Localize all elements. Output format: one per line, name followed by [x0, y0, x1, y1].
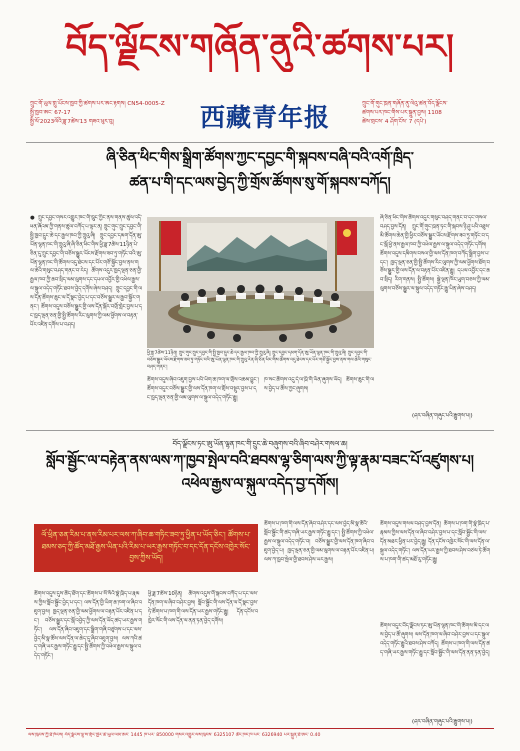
- pub-info-line: ཚེས་གྲངས་ 4 ཤོག་ངོས་ 7 (དཔེ་): [362, 119, 427, 125]
- article2-credit: (ཤར་བཞིན་གཞུང་པའི་རྒྱུགས་པ།): [412, 719, 473, 725]
- publication-info-row: [30, 96, 492, 140]
- footer-info: ལས་ཁུངས་ཀྱི་ཐོ་ཁོངས། བོད་ལྗོངས་ལྷ་ས་གྲོང་ཁྱེར་ཆེ་ཡུལ་ལམ་ཨང་ 1445 ཁ་པར་ 850000 གསར་འགྱུར་ལས་ཁུངས་ 6325107 ཚོང་ཁང་ཁ་པར་ 6326940 པར་སྐྲུན་ཐོ་ཨང་ 0.40: [28, 733, 321, 738]
- article2-column-3: ཚོགས་པ་ཁག་གི་ལས་དོན་ཞིབ་བཤེར་དང་ལས་བྱེད་མི་སྣ་ཚོའི་སློབ་སྦྱོང་གི་ཚད་གཞི་ཡར་རྒྱས་གཏོང་རྒྱུ་དང་། སྤྱི་ཚོགས་ཀྱི་འཕེལ་རྒྱས་ལ་སྐུལ་འདེད་གཏོང་བ། བཅོས་སྒྱུར་གྱི་ལས་དོན་ཁག་ཞིབ་འཇུག་བྱེད་པ། ཁྱད་ལྡན་ཅན་གྱི་ལམ་ལུགས་ལ་བརྟན་པོར་འཛིན་པ། ལས་ཀ་ཁྱབ་སྤེལ་གྱི་ཐབས་ཤེས་ཡར་རྒྱས།: [264, 521, 374, 563]
- article1-column-4: ཞི་ཅིན་ཕིང་གིས་ཚོགས་འདུར་གསུང་བཤད་གནང་བ་དང་གསལ་བཤད་བྱས་དོན། ཀྲུང་གོ་གུང་ཁྲན་ཏང་གི་སྐབས་ཉི་ཤུ་པའི་འཐུས་མི་ཚོགས་ཆེན་གྱི་ཕྱིར་བཅོས་སྒྱུར་ཡོངས་རྫོགས་ཟབ་ཏུ་གཏོང་བ་དང་སྒོ་ཕྱེ་ནས་རྒྱལ་ཁབ་ཀྱི་འཕེལ་རྒྱས་ལ་སྐུལ་འདེད་གཏོང་དགོས། ཚོགས་འདུས་དམིགས་བསལ་གྱི་ལས་དོན་ཁག་བཀོད་སྒྲིག་བྱས་པ་དང་། ཁྱད་ལྡན་ཅན་གྱི་སྤྱི་ཚོགས་རིང་ལུགས་ཀྱི་ལམ་ཕྱོགས་ཐོག་བཅོས་སྒྱུར་གྱི་ལས་དོན་ལ་བརྟན་པོར་འཛིན་རྒྱུ། དཔལ་འབྱོར་དང་ཆབ་སྲིད། རིག་གནས། སྤྱི་ཚོགས། སྐྱེ་ལྡན་ཁོར་ཡུག་བཅས་ཀྱི་ལམ་ལུགས་བཅོས་སྒྱུར་ལ་སྐུལ་འདེད་གཏོང་རྒྱུ་ཡིན་ཞེས་བཤད།: [380, 215, 490, 293]
- meeting-photo: [147, 217, 374, 348]
- second-headline-kicker: བོད་ལྗོངས་ཏང་ཨུ་ཡོན་ལྷན་ཁང་གི་དྲུང་ཆེ་བཞུགས་བའི་ཞིབ་བཤེར་གསལ་ཆ།: [172, 440, 348, 448]
- footer-rule: [26, 728, 494, 729]
- article1-under-photo-2: ཁ་སང་ཚོགས་འདུ་དེ་ལ་ཁྲི་གོ་ཡོན་ཞུགས་ཡོད། ཚོགས་ཆུང་གི་ལས་བྱེད་པ་ཚོས་ཀྱང་ཞུགས།: [264, 377, 374, 392]
- article1-credit: (ཤར་བཞིན་གཞུང་པའི་རྒྱུགས་པ།): [412, 413, 473, 419]
- article2-column-5: ཚོགས་འདུར་བོད་ལྗོངས་ཏང་ཨུ་ཡོན་ལྷན་ཁང་གི་ཚོགས་མི་དང་ལས་བྱེད་པ་ཚོ་ཞུགས། ལས་དོན་ཁག་ལ་ཞིབ་བཤེར་བྱས་པ་དང་སྐུལ་འདེད་གཏོང་རྒྱུའི་ཐབས་ཤེས་བཀོད། ཚོགས་པ་ཁག་གི་ལས་དོན་ཚད་གཞི་ཡར་རྒྱས་གཏོང་རྒྱུ་དང་སློབ་སྦྱོང་གི་ལས་དོན་ནན་ཏན་བྱེད།: [380, 623, 490, 656]
- pub-info-line: ཚགས་པར་ཁང་གིས་པར་སྐྲུན་བྱས། 1108: [362, 110, 442, 116]
- pub-info-line: ཀྲུང་གོ་ཡུལ་གྲུ་ཡོངས་ཁྱབ་ཀྱི་ཚགས་པར་ཨང་རྟགས། CN54-0005-Z: [30, 101, 165, 107]
- second-headline-line: སློབ་སྦྱོང་ལ་བརྟེན་ནས་ལས་ཀ་ཁྱབ་སྤེལ་བའི་ཐབས་ལྷ་ཅིག་ལས་ཀྱི་ལྟ་རྣམ་བཟང་པོ་འཛུགས་པ།: [46, 453, 474, 469]
- publication-info-right: [362, 100, 492, 127]
- masthead-tibetan-title: བོད་ལྗོངས་གཞོན་ནུའི་ཚགས་པར།: [65, 27, 455, 67]
- masthead-rule: [26, 142, 494, 143]
- article2-column-1: ཚོགས་འདུས་དུས་ཚོད་ཐོག་དང་ཚོགས་པ་སོ་སོའི་སྣེ་ཁྲིད་པ་རྣམས་ཀྱིས་སློབ་སྦྱོང་བྱེད་པ་དང་། ལས་དོན་གྱི་ཡིག་ཆ་ཁག་ལ་ཞིབ་འཇུག་བྱས། ཁྱད་ལྡན་ཅན་གྱི་ལམ་ཕྱོགས་ལ་བརྟན་པོར་འཛིན་པ་དང་། བཅོས་སྒྱུར་དང་སྒོ་འབྱེད་ཀྱི་ལས་དོན་ཡོད་ཚད་ཡར་རྒྱས་གཏོང་། ལས་དོན་ཞིབ་འཇུག་དང་སྒྲིག་གཞི་བཙུགས་པ་དང་ལས་བྱེད་མི་སྣ་ཚོས་ལས་དོན་ལ་ཆེད་དུ་ཞིབ་འཇུག་བྱས། ལས་ཀའི་ཚད་གཞི་ཡར་རྒྱས་གཏོང་རྒྱུ་དང་སྤྱི་ཚོགས་ཀྱི་འཕེལ་རྒྱས་ལ་སྐུལ་འདེད་གཏོང་།: [34, 591, 142, 660]
- lead-headline-line: ཞི་ཅིན་ཕིང་གིས་སྒྲིག་ཚོགས་ཀྱང་དབྱང་གི་སྐབས་བཞི་བའི་འགོ་ཁྲིད་: [106, 150, 414, 166]
- lead-headline-line: ཚན་པ་གི་དང་ལས་བྱེད་ཀྱི་གྲོས་ཚོགས་སུ་གོ་སྐབས་བཀོད།: [129, 175, 391, 191]
- second-headline: [34, 450, 486, 496]
- article1-under-photo-1: ཚོགས་འདུས་ཞིབ་འཇུག་བྱས་པའི་ཡིག་ཆ་ཁག་ལ་གྲོས་འཆམ་བྱུང་། ཚོགས་འདུར་བཅོས་སྒྱུར་གྱི་ལས་དོན་ཁག་ལ་གྲོས་བསྡུར་བྱས་པ་དང་ཁྱད་ལྡན་ཅན་གྱི་ལམ་ལུགས་ལ་སྐུལ་འདེད་གཏོང་རྒྱུ།: [147, 377, 259, 401]
- second-headline-line: འཕེལ་རྒྱས་ལ་སྐུལ་འདེད་བྱ་དགོས།: [181, 476, 339, 492]
- pub-info-line: སྤྱི་ལོ་2023ལོའི་ཟླ་7ཚེས་13 གཟའ་ཕུར་བུ།: [30, 119, 114, 125]
- article2-column-4: ཚོགས་འདུས་གསལ་བཤད་བྱས་དོན། ཚོགས་པ་ཁག་གི་སྣེ་ཁྲིད་པ་རྣམས་ཀྱིས་ལས་དོན་ལ་ཞིབ་བཤེར་བྱས་པ་དང་སློབ་སྦྱོང་གི་ལས་དོན་མཐར་ཕྱིན་པར་བྱེད་རྒྱུ། དོན་དངོས་འཁྱེར་སོང་གི་ལས་དོན་ལ་སྐུལ་འདེད་གཏོང་། ལས་དོན་ཡར་རྒྱས་ཀྱི་ཐབས་ཤེས་བཙལ་ཏེ་ཚོགས་པ་ཁག་གི་ཚད་མཐོ་རུ་གཏོང་རྒྱུ།: [380, 521, 490, 563]
- article1-column-1: ● ཀྲུང་དབྱང་གསར་འགྱུར་ཁང་གི་ཁྲུང་ཀྱིང་ནས་གནས་ཚུལ་འདི་ཕན་ཞོའམ་ཀྱི་གནས་ཚུལ་བཀོད་པ་ལྟར་ན། ཀྲུང་གུང་ཀྲུང་དབྱང་གི་སྤྱི་ཁྱབ་དྲུང་ཆེ་དང་རྒྱལ་ཁབ་ཀྱི་ཀྲུའུ་ཞི། ཀྲུང་དབྱང་དམག་དོན་ཨུ་ཡོན་ལྷན་ཁང་གི་ཀྲུའུ་ཞི་ཞི་ཅིན་ཕིང་གིས་ཕྱི་ཟླ་7ཚེས་11ཉིན་པེ་ཅིན་དུ་ཀྲུང་དབྱང་གི་བཅོས་སྒྱུར་ཡོངས་རྫོགས་ཟབ་ཏུ་གཏོང་བའི་ཨུ་ཡོན་ལྷན་ཁང་གི་ཚོགས་འདུ་ཐེངས་དང་པོར་གཙོ་སྐྱོང་བྱས་ནས་གལ་ཆེའི་གསུང་བཤད་གནང་བ་རེད། ཚོགས་འདུར་ཁྱད་ལྡན་ཅན་གྱི་རྒྱལ་ཁབ་ཀྱི་ཆབ་སྲིད་ལམ་ལུགས་དང་དཔལ་འབྱོར་གྱི་འཕེལ་རྒྱས་ལ་སྐུལ་འདེད་གཏོང་ཐབས་བྱེད་དགོས་ཞེས་བཤད། ཀྲུང་དབྱང་གི་ལས་དོན་ཚོགས་ཆུང་ལ་དོ་སྣང་བྱེད་པ་དང་བཅོས་སྒྱུར་ལ་རྒྱབ་སྐྱོར་གནང་། ཚོགས་འདུས་བཅོས་སྒྱུར་གྱི་ལས་དོན་སྐོར་བགྲོ་གླེང་བྱས་པ་དང་ཁྱད་ལྡན་ཅན་གྱི་སྤྱི་ཚོགས་རིང་ལུགས་ཀྱི་ལམ་ཕྱོགས་ལ་བརྟན་པོར་འཛིན་དགོས་པ་བཤད།: [30, 215, 142, 328]
- article2-column-2: ཕྱི་ཟླ་7ཚེས་10ཉིན། ཚོགས་འདུས་གོ་སྐབས་བཀོད་པ་དང་ལས་དོན་ཁག་ལ་ཞིབ་བཤེར་བྱས། སློབ་སྦྱོང་གི་ལས་དོན་ལ་དོ་སྣང་བྱས་ཏེ་ཚོགས་པ་ཁག་གི་ལས་དོན་ཡར་རྒྱས་གཏོང་རྒྱུ། དོན་དངོས་འཁྱེར་སོང་གི་ལས་དོན་ལ་ནན་ཏན་བྱེད་དགོས།: [148, 591, 258, 624]
- pub-info-line: སྤྱི་ཁྱབ་ཨང་ 67-17: [30, 110, 71, 116]
- section-rule: [26, 430, 494, 431]
- publication-info-left: [30, 100, 180, 127]
- meeting-photo-image: [147, 217, 374, 348]
- photo-caption: ཕྱི་ཟླ་7ཚེས་11ཉིན། ཀྲུང་གུང་ཀྲུང་དབྱང་གི་སྤྱི་ཁྱབ་དྲུང་ཆེ་དང་རྒྱལ་ཁབ་ཀྱི་ཀྲུའུ་ཞི། ཀྲུང་དབྱང་དམག་དོན་ཨུ་ཡོན་ལྷན་ཁང་གི་ཀྲུའུ་ཞི། ཀྲུང་དབྱང་གི་བཅོས་སྒྱུར་ཡོངས་རྫོགས་ཟབ་ཏུ་གཏོང་བའི་ཨུ་ཡོན་ལྷན་ཁང་གི་ཀྲུའུ་རེན་ཞི་ཅིན་ཕིང་གིས་ཚོགས་འདུ་ཐེངས་དང་པོར་གཙོ་སྐྱོང་བྱས་ནས་གལ་ཆེའི་གསུང་བཤད་གནང་།: [147, 351, 372, 370]
- pub-info-line: ཀྲུང་གོ་གུང་ཁྲན་གཞོན་ནུ་ལེའུ་ཚན་བོད་ལྗོངས་: [362, 101, 448, 107]
- highlight-box: ལོ་ཕྲིན་ཅན་རིམ་པ་ནས་རིམ་པར་ལས་ཀ་ཞིབ་ཆ་གཏིང་ཟབ་ཏུ་ཕྱིན་པ་ཡོད་ཅིང་། ཚོགས་པ་ཐམས་ཅད་ཀྱི་ཚོད་མཐོ་རྒྱས་ཡིན་པའི་རིམ་པ་ཡར་རྒྱས་གཏོང་བ་དང་དོན་དངོས་འཁྱེར་སོང་བྱས་ཀྱིས་ཡོད།: [34, 524, 258, 572]
- lead-headline: [40, 146, 480, 196]
- masthead-chinese-title: 西藏青年报: [199, 103, 330, 132]
